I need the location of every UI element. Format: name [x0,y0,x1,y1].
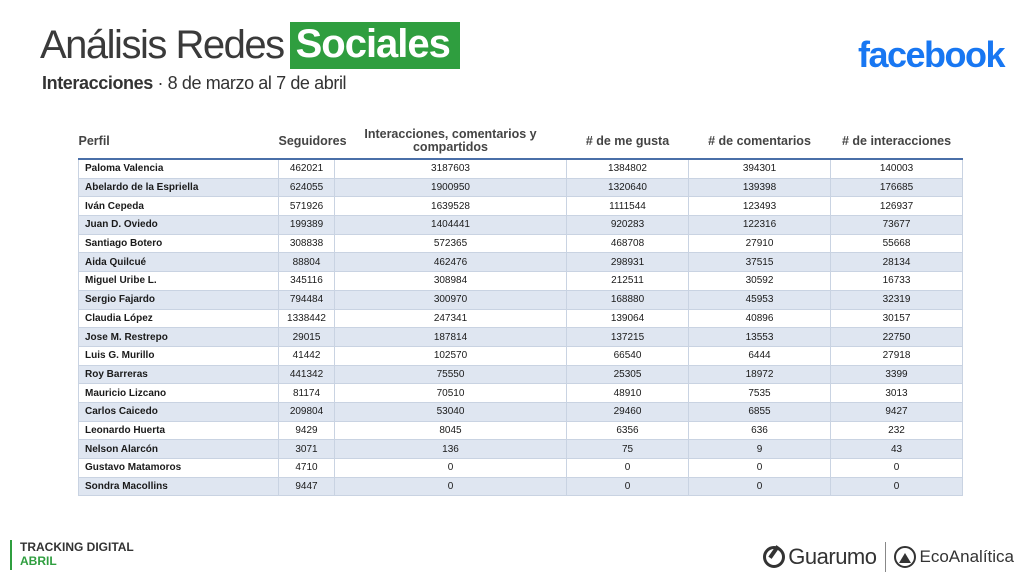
value-cell: 55668 [831,234,963,253]
value-cell: 9447 [279,477,335,496]
table-row [79,197,963,216]
profile-name-cell: Jose M. Restrepo [79,328,279,347]
value-cell: 9429 [279,421,335,440]
value-cell: 300970 [335,290,567,309]
value-cell: 43 [831,440,963,459]
value-cell: 572365 [335,234,567,253]
profile-name-cell: Abelardo de la Espriella [79,178,279,197]
value-cell: 28134 [831,253,963,272]
value-cell: 27910 [689,234,831,253]
profile-name-cell: Aida Quilcué [79,253,279,272]
title-highlight: Sociales [290,22,460,69]
footer-divider [885,542,886,572]
value-cell: 30157 [831,309,963,328]
value-cell: 0 [831,459,963,478]
profile-name-cell: Santiago Botero [79,234,279,253]
footer-tracking [10,540,134,570]
value-cell: 1404441 [335,216,567,235]
table-row [79,159,963,178]
page-subtitle [42,73,346,94]
value-cell: 16733 [831,272,963,291]
value-cell: 137215 [567,328,689,347]
value-cell: 81174 [279,384,335,403]
value-cell: 136 [335,440,567,459]
value-cell: 22750 [831,328,963,347]
value-cell: 37515 [689,253,831,272]
table-body [79,159,963,496]
profile-name-cell: Sergio Fajardo [79,290,279,309]
value-cell: 199389 [279,216,335,235]
table-row [79,234,963,253]
profile-name-cell: Claudia López [79,309,279,328]
value-cell: 0 [689,477,831,496]
value-cell: 1320640 [567,178,689,197]
value-cell: 41442 [279,346,335,365]
value-cell: 122316 [689,216,831,235]
column-header: Seguidores [278,133,347,148]
value-cell: 1338442 [279,309,335,328]
profile-name-cell: Carlos Caicedo [79,402,279,421]
interactions-table-container [78,124,962,496]
footer-line-2: ABRIL [20,554,57,568]
value-cell: 18972 [689,365,831,384]
column-header: Perfil [78,133,110,148]
value-cell: 571926 [279,197,335,216]
guarumo-label: Guarumo [788,544,877,569]
value-cell: 102570 [335,346,567,365]
value-cell: 0 [567,459,689,478]
value-cell: 1384802 [567,159,689,178]
value-cell: 6855 [689,402,831,421]
value-cell: 3187603 [335,159,567,178]
value-cell: 794484 [279,290,335,309]
table-row [79,477,963,496]
value-cell: 0 [335,459,567,478]
value-cell: 140003 [831,159,963,178]
column-header: # de me gusta [585,133,670,148]
value-cell: 53040 [335,402,567,421]
column-header: # de comentarios [708,133,811,148]
page-title [40,22,460,69]
profile-name-cell: Sondra Macollins [79,477,279,496]
value-cell: 187814 [335,328,567,347]
value-cell: 9427 [831,402,963,421]
value-cell: 48910 [567,384,689,403]
value-cell: 4710 [279,459,335,478]
value-cell: 232 [831,421,963,440]
profile-name-cell: Paloma Valencia [79,159,279,178]
profile-name-cell: Miguel Uribe L. [79,272,279,291]
value-cell: 75550 [335,365,567,384]
value-cell: 7535 [689,384,831,403]
profile-name-cell: Leonardo Huerta [79,421,279,440]
value-cell: 636 [689,421,831,440]
value-cell: 126937 [831,197,963,216]
value-cell: 25305 [567,365,689,384]
column-header: # de interacciones [841,133,952,148]
value-cell: 168880 [567,290,689,309]
value-cell: 139064 [567,309,689,328]
value-cell: 29460 [567,402,689,421]
value-cell: 32319 [831,290,963,309]
value-cell: 468708 [567,234,689,253]
value-cell: 9 [689,440,831,459]
value-cell: 441342 [279,365,335,384]
value-cell: 40896 [689,309,831,328]
value-cell: 920283 [567,216,689,235]
value-cell: 123493 [689,197,831,216]
table-row [79,421,963,440]
footer-line-1: TRACKING DIGITAL [20,540,134,554]
value-cell: 8045 [335,421,567,440]
guarumo-logo [763,544,876,570]
value-cell: 3071 [279,440,335,459]
value-cell: 75 [567,440,689,459]
value-cell: 212511 [567,272,689,291]
value-cell: 3013 [831,384,963,403]
value-cell: 394301 [689,159,831,178]
footer-brands [763,540,1014,574]
table-row [79,402,963,421]
value-cell: 462021 [279,159,335,178]
table-row [79,309,963,328]
table-row [79,346,963,365]
value-cell: 66540 [567,346,689,365]
table-row [79,253,963,272]
value-cell: 139398 [689,178,831,197]
value-cell: 624055 [279,178,335,197]
profile-name-cell: Roy Barreras [79,365,279,384]
value-cell: 30592 [689,272,831,291]
profile-name-cell: Luis G. Murillo [79,346,279,365]
title-part-1: Análisis Redes [40,23,284,67]
value-cell: 1111544 [567,197,689,216]
ecoanalitica-logo [894,546,1015,568]
value-cell: 0 [689,459,831,478]
value-cell: 0 [567,477,689,496]
table-row [79,290,963,309]
value-cell: 209804 [279,402,335,421]
ecoanalitica-label: EcoAnalítica [919,547,1014,566]
subtitle-bold: Interacciones [42,73,153,93]
value-cell: 176685 [831,178,963,197]
profile-name-cell: Iván Cepeda [79,197,279,216]
value-cell: 1639528 [335,197,567,216]
profile-name-cell: Mauricio Lizcano [79,384,279,403]
interactions-table [78,124,963,496]
value-cell: 29015 [279,328,335,347]
value-cell: 345116 [279,272,335,291]
table-row [79,459,963,478]
value-cell: 3399 [831,365,963,384]
table-row [79,178,963,197]
value-cell: 1900950 [335,178,567,197]
value-cell: 6356 [567,421,689,440]
profile-name-cell: Juan D. Oviedo [79,216,279,235]
value-cell: 27918 [831,346,963,365]
table-row [79,365,963,384]
value-cell: 247341 [335,309,567,328]
table-row [79,440,963,459]
facebook-logo: facebook [857,34,1004,75]
ecoanalitica-icon [894,546,916,568]
value-cell: 6444 [689,346,831,365]
value-cell: 13553 [689,328,831,347]
value-cell: 0 [831,477,963,496]
value-cell: 73677 [831,216,963,235]
column-header: Interacciones, comentarios y compartidos [364,127,537,154]
value-cell: 0 [335,477,567,496]
table-row [79,216,963,235]
value-cell: 462476 [335,253,567,272]
value-cell: 298931 [567,253,689,272]
guarumo-icon [763,546,785,568]
table-header-row [79,124,963,159]
subtitle-rest: · 8 de marzo al 7 de abril [152,73,347,93]
value-cell: 308984 [335,272,567,291]
table-row [79,384,963,403]
value-cell: 308838 [279,234,335,253]
value-cell: 45953 [689,290,831,309]
profile-name-cell: Nelson Alarcón [79,440,279,459]
profile-name-cell: Gustavo Matamoros [79,459,279,478]
value-cell: 70510 [335,384,567,403]
table-row [79,328,963,347]
table-row [79,272,963,291]
value-cell: 88804 [279,253,335,272]
